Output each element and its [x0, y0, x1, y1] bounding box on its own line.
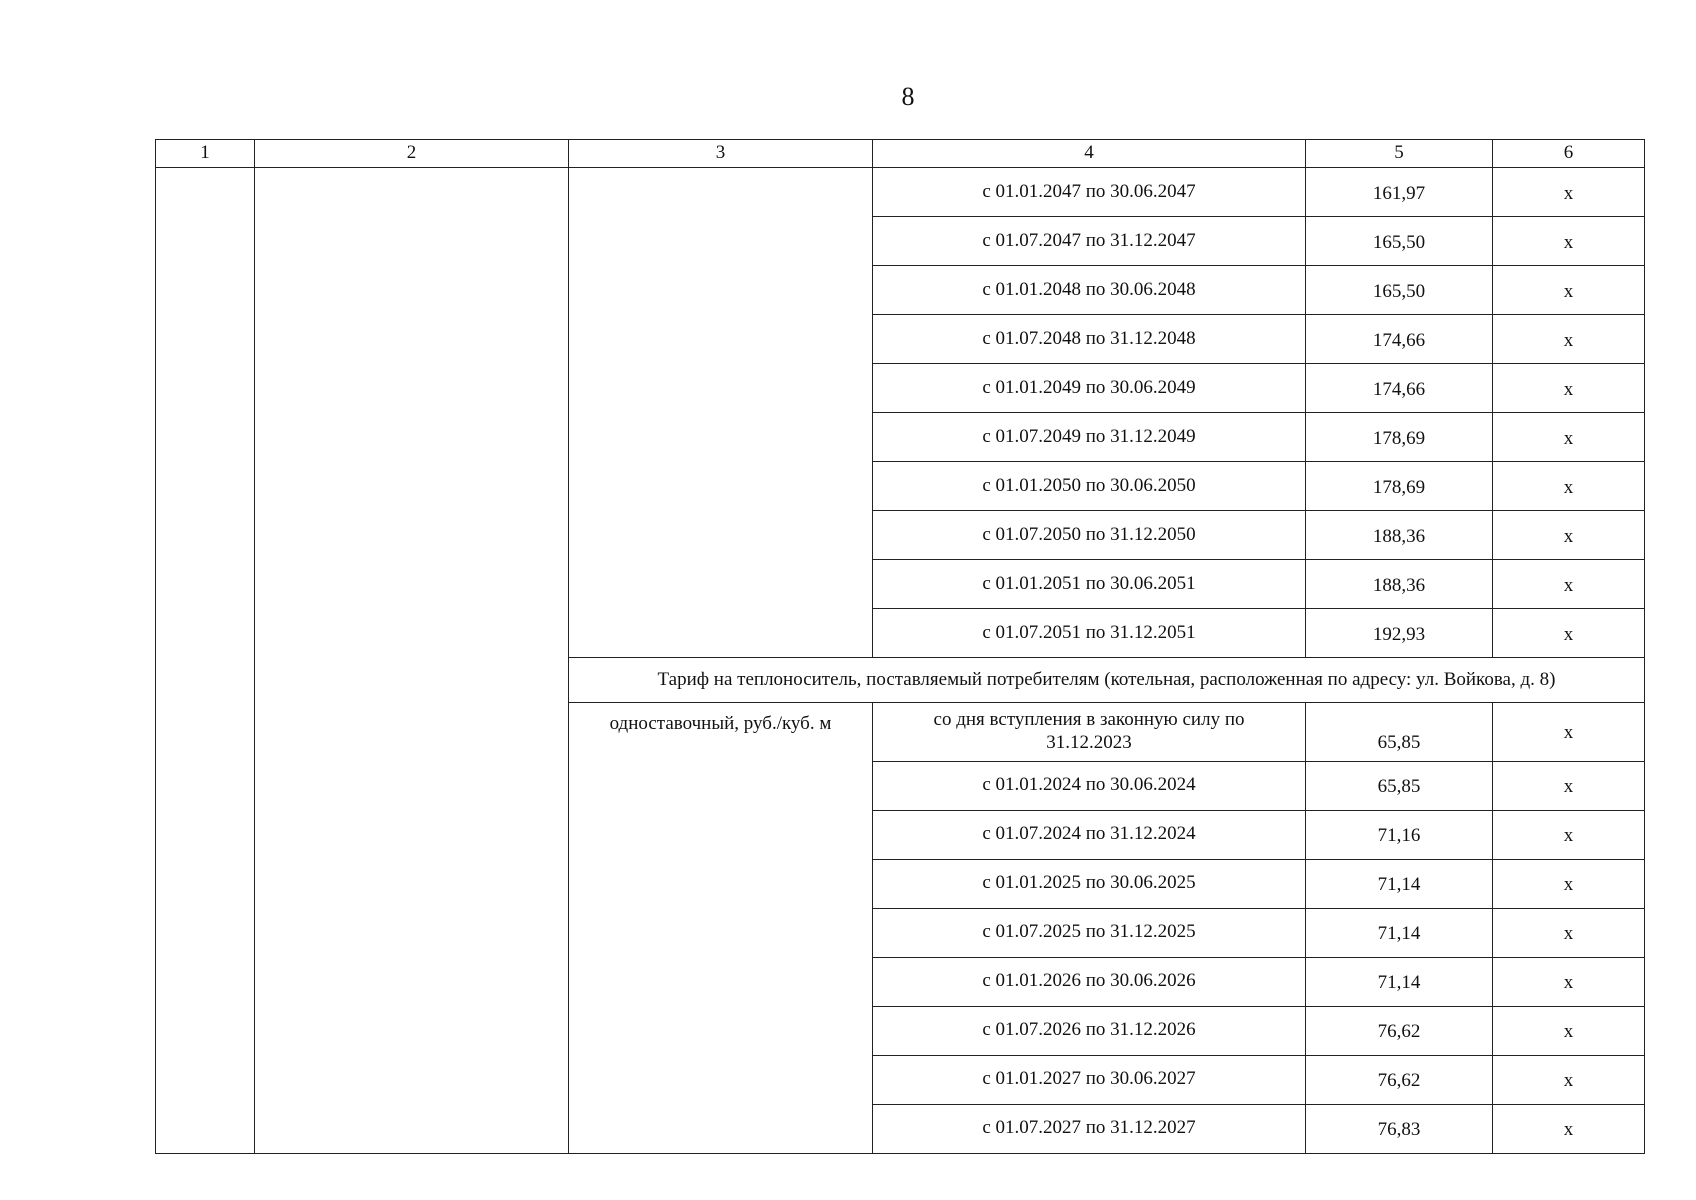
col2-cell: [255, 168, 569, 1154]
section-title: Тариф на теплоноситель, поставляемый потребителям (котельная, расположенная по адресу: ул. Войкова, д. 8): [569, 658, 1645, 703]
period-cell: с 01.01.2048 по 30.06.2048: [873, 266, 1306, 315]
period-cell: с 01.01.2027 по 30.06.2027: [873, 1055, 1306, 1104]
period-cell: с 01.07.2025 по 31.12.2025: [873, 908, 1306, 957]
value-cell: 76,62: [1306, 1006, 1493, 1055]
column-header: 4: [873, 140, 1306, 168]
mark-cell: х: [1493, 1104, 1645, 1153]
tariff-table: [155, 139, 1645, 1154]
period-cell: с 01.07.2026 по 31.12.2026: [873, 1006, 1306, 1055]
col1-cell: [156, 168, 255, 1154]
value-cell: 65,85: [1306, 761, 1493, 810]
value-cell: 71,14: [1306, 957, 1493, 1006]
period-cell: с 01.01.2049 по 30.06.2049: [873, 364, 1306, 413]
column-header: 6: [1493, 140, 1645, 168]
value-cell: 71,14: [1306, 859, 1493, 908]
column-header: 1: [156, 140, 255, 168]
mark-cell: х: [1493, 908, 1645, 957]
value-cell: 76,83: [1306, 1104, 1493, 1153]
value-cell: 178,69: [1306, 413, 1493, 462]
period-cell: с 01.07.2024 по 31.12.2024: [873, 810, 1306, 859]
column-header: 3: [569, 140, 873, 168]
period-cell: с 01.01.2024 по 30.06.2024: [873, 761, 1306, 810]
mark-cell: х: [1493, 217, 1645, 266]
value-cell: 161,97: [1306, 168, 1493, 217]
period-cell: с 01.07.2049 по 31.12.2049: [873, 413, 1306, 462]
period-cell: с 01.07.2027 по 31.12.2027: [873, 1104, 1306, 1153]
mark-cell: х: [1493, 703, 1645, 762]
mark-cell: х: [1493, 957, 1645, 1006]
column-header: 5: [1306, 140, 1493, 168]
header-row: [156, 140, 1645, 168]
mark-cell: х: [1493, 168, 1645, 217]
period-cell: с 01.07.2051 по 31.12.2051: [873, 609, 1306, 658]
mark-cell: х: [1493, 315, 1645, 364]
period-cell: с 01.01.2050 по 30.06.2050: [873, 462, 1306, 511]
mark-cell: х: [1493, 413, 1645, 462]
period-cell: с 01.01.2051 по 30.06.2051: [873, 560, 1306, 609]
page-number: 8: [901, 82, 915, 111]
value-cell: 71,14: [1306, 908, 1493, 957]
mark-cell: х: [1493, 810, 1645, 859]
mark-cell: х: [1493, 511, 1645, 560]
period-cell: со дня вступления в законную силу по 31.12.2023: [873, 703, 1306, 762]
column-header: 2: [255, 140, 569, 168]
mark-cell: х: [1493, 609, 1645, 658]
value-cell: 174,66: [1306, 364, 1493, 413]
value-cell: 188,36: [1306, 511, 1493, 560]
value-cell: 65,85: [1306, 703, 1493, 762]
period-cell: с 01.07.2047 по 31.12.2047: [873, 217, 1306, 266]
mark-cell: х: [1493, 1006, 1645, 1055]
value-cell: 71,16: [1306, 810, 1493, 859]
mark-cell: х: [1493, 560, 1645, 609]
value-cell: 178,69: [1306, 462, 1493, 511]
value-cell: 165,50: [1306, 266, 1493, 315]
col3-cell: [569, 168, 873, 658]
value-cell: 192,93: [1306, 609, 1493, 658]
table-row: [156, 168, 1645, 217]
period-cell: с 01.01.2026 по 30.06.2026: [873, 957, 1306, 1006]
mark-cell: х: [1493, 462, 1645, 511]
mark-cell: х: [1493, 1055, 1645, 1104]
value-cell: 174,66: [1306, 315, 1493, 364]
value-cell: 76,62: [1306, 1055, 1493, 1104]
period-cell: с 01.07.2050 по 31.12.2050: [873, 511, 1306, 560]
unit-label: одноставочный, руб./куб. м: [569, 703, 873, 1154]
mark-cell: х: [1493, 859, 1645, 908]
mark-cell: х: [1493, 761, 1645, 810]
period-cell: с 01.01.2025 по 30.06.2025: [873, 859, 1306, 908]
value-cell: 165,50: [1306, 217, 1493, 266]
mark-cell: х: [1493, 364, 1645, 413]
period-cell: с 01.01.2047 по 30.06.2047: [873, 168, 1306, 217]
mark-cell: х: [1493, 266, 1645, 315]
value-cell: 188,36: [1306, 560, 1493, 609]
period-cell: с 01.07.2048 по 31.12.2048: [873, 315, 1306, 364]
